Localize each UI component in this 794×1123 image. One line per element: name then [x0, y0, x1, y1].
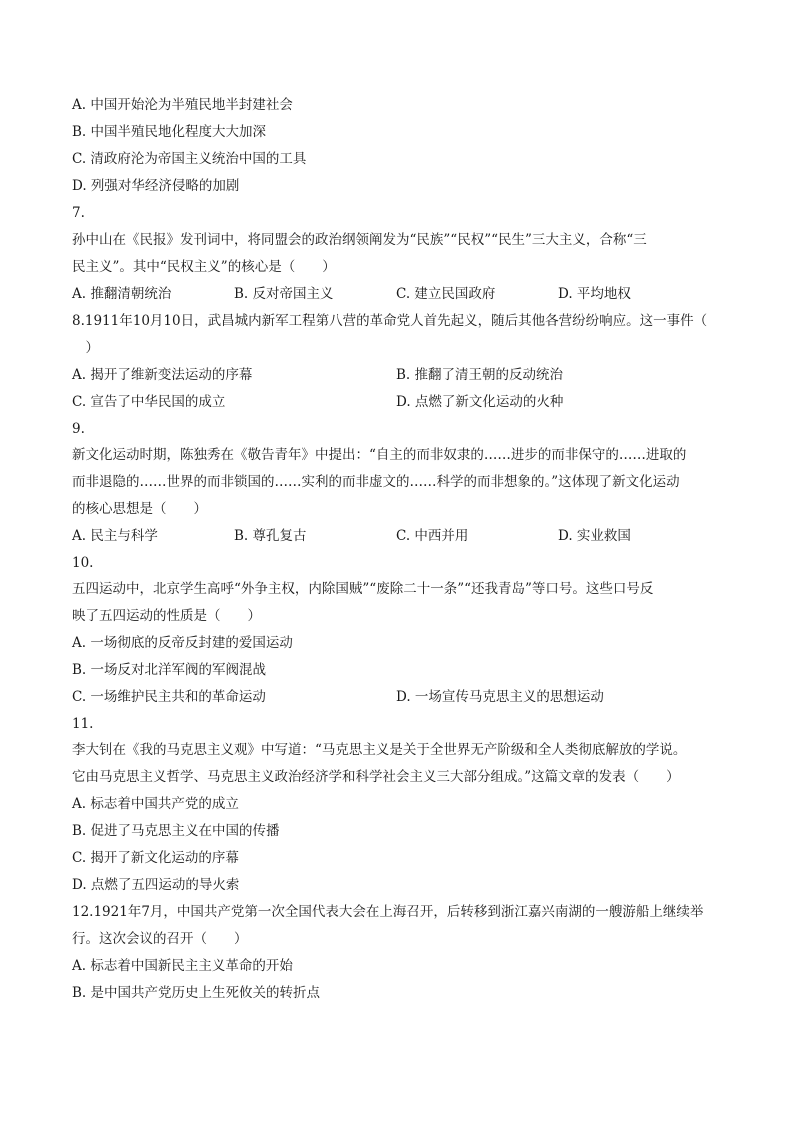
q7-option-c: C. 建立民国政府 [396, 286, 496, 302]
q11-option-a: A. 标志着中国共产党的成立 [72, 796, 239, 812]
q7-option-a: A. 推翻清朝统治 [72, 286, 172, 302]
q8-stem-line-1: 8.1911年10月10日，武昌城内新军工程第八营的革命党人首先起义，随后其他各营纷纷响应。这一事件（ [72, 313, 708, 329]
q7-option-d: D. 平均地权 [558, 286, 631, 302]
q9-option-d: D. 实业救国 [558, 528, 631, 544]
q11-stem-line-2: 它由马克思主义哲学、马克思主义政治经济学和科学社会主义三大部分组成。”这篇文章的发表（ ） [72, 769, 680, 785]
q8-option-d: D. 点燃了新文化运动的火种 [396, 394, 564, 410]
q11-option-d: D. 点燃了五四运动的导火索 [72, 877, 240, 893]
q10-option-c: C. 一场维护民主共和的革命运动 [72, 689, 266, 705]
q7-stem-line-1: 孙中山在《民报》发刊词中，将同盟会的政治纲领阐发为“民族”“民权”“民生”三大主义，合称“三 [72, 232, 647, 248]
q11-option-b: B. 促进了马克思主义在中国的传播 [72, 823, 280, 839]
q7-number: 7. [72, 205, 85, 221]
q12-stem-line-2: 行。这次会议的召开（ ） [72, 931, 248, 947]
q12-stem-line-1: 12.1921年7月，中国共产党第一次全国代表大会在上海召开，后转移到浙江嘉兴南湖的一艘游船上继续举 [72, 904, 704, 920]
q8-stem-line-2: ） [72, 340, 99, 356]
q9-stem-line-2: 而非退隐的……世界的而非锁国的……实利的而非虚文的……科学的而非想象的。”这体现了新文化运动 [72, 474, 680, 490]
q12-option-b: B. 是中国共产党历史上生死攸关的转折点 [72, 985, 321, 1001]
q6-option-c: C. 清政府沦为帝国主义统治中国的工具 [72, 151, 307, 167]
q9-option-c: C. 中西并用 [396, 528, 469, 544]
q10-number: 10. [72, 555, 94, 571]
q10-stem-line-2: 映了五四运动的性质是（ ） [72, 608, 261, 624]
q11-stem-line-1: 李大钊在《我的马克思主义观》中写道：“马克思主义是关于全世界无产阶级和全人类彻底解放的学说。 [72, 742, 687, 758]
q10-option-a: A. 一场彻底的反帝反封建的爱国运动 [72, 635, 293, 651]
q8-option-b: B. 推翻了清王朝的反动统治 [396, 367, 564, 383]
q9-option-a: A. 民主与科学 [72, 528, 158, 544]
q11-option-c: C. 揭开了新文化运动的序幕 [72, 850, 239, 866]
q8-option-c: C. 宣告了中华民国的成立 [72, 394, 226, 410]
q10-stem-line-1: 五四运动中，北京学生高呼“外争主权，内除国贼”“废除二十一条”“还我青岛”等口号。这些口号反 [72, 581, 654, 597]
q7-option-b: B. 反对帝国主义 [234, 286, 334, 302]
q9-stem-line-3: 的核心思想是（ ） [72, 501, 207, 517]
q12-option-a: A. 标志着中国新民主主义革命的开始 [72, 958, 293, 974]
q10-option-b: B. 一场反对北洋军阀的军阀混战 [72, 662, 267, 678]
q8-option-a: A. 揭开了维新变法运动的序幕 [72, 367, 253, 383]
q10-option-d: D. 一场宣传马克思主义的思想运动 [396, 689, 604, 705]
q6-option-a: A. 中国开始沦为半殖民地半封建社会 [72, 97, 293, 113]
q9-stem-line-1: 新文化运动时期，陈独秀在《敬告青年》中提出：“自主的而非奴隶的……进步的而非保守的……进取的 [72, 447, 687, 463]
q11-number: 11. [72, 716, 94, 732]
q9-number: 9. [72, 421, 85, 437]
q6-option-b: B. 中国半殖民地化程度大大加深 [72, 124, 267, 140]
q9-option-b: B. 尊孔复古 [234, 528, 307, 544]
q6-option-d: D. 列强对华经济侵略的加剧 [72, 178, 240, 194]
q7-stem-line-2: 民主义”。其中“民权主义”的核心是（ ） [72, 259, 336, 275]
